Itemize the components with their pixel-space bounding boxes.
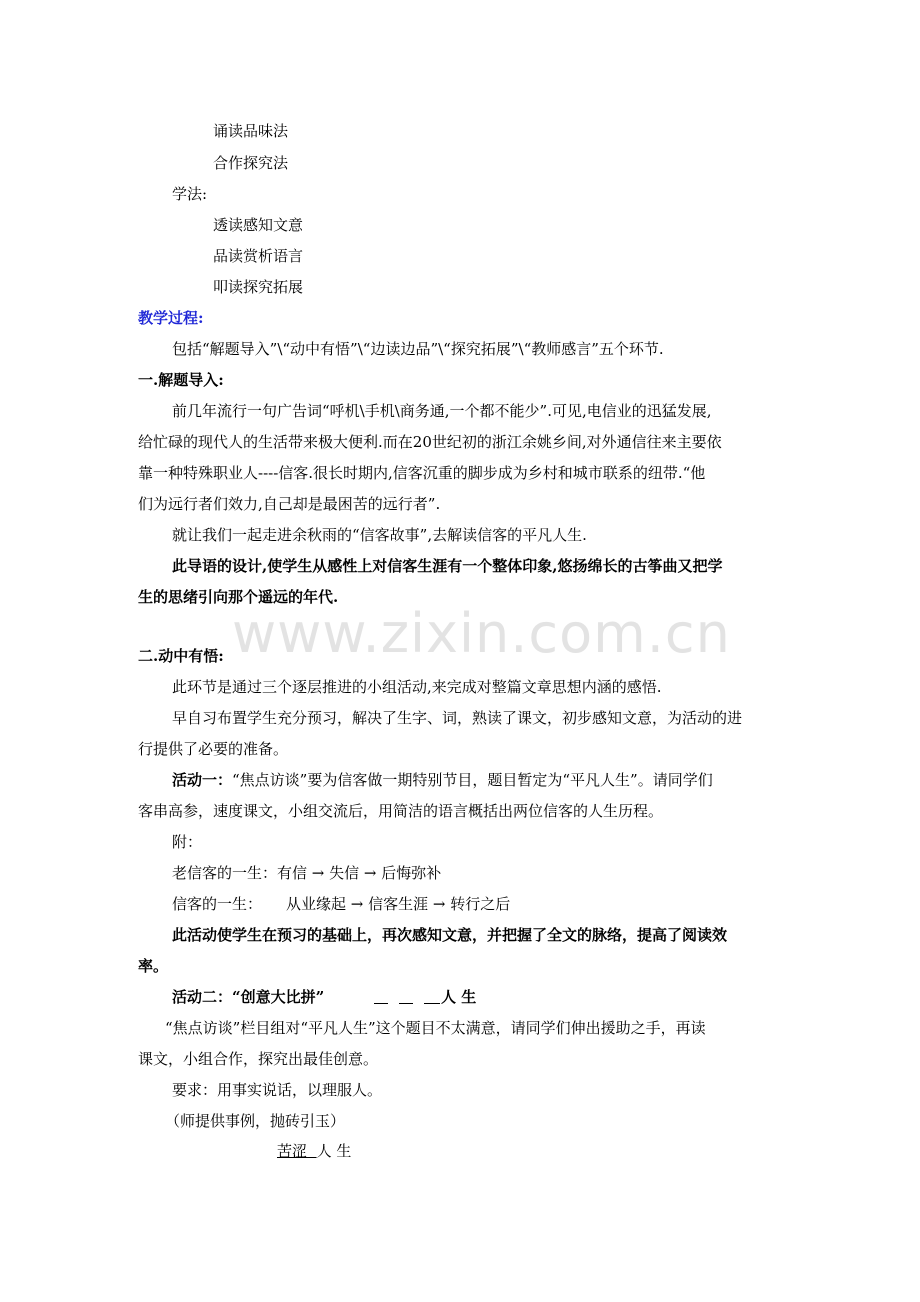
activity-1-note-line-2: 率。: [138, 957, 169, 975]
example-word: 苦涩: [277, 1142, 308, 1160]
activity-1-description: “焦点访谈”要为信客做一期特别节目，题目暂定为“平凡人生”。请同学们: [232, 771, 713, 789]
section-1-paragraph-line-3: 靠一种特殊职业人----信客.很长时期内,信客沉重的脚步成为乡村和城市联系的纽带.“他: [138, 464, 706, 482]
activity-2-line-2: 课文，小组合作，探究出最佳创意。: [138, 1050, 379, 1068]
activity-2-blank-1: [374, 1003, 388, 1004]
section-1-paragraph-line-1: 前几年流行一句广告词“呼机\手机\商务通,一个都不能少”.可见,电信业的迅猛发展,: [172, 402, 712, 420]
example-title: [277, 1141, 351, 1161]
watermark: www.zixin.com.cn: [232, 602, 731, 665]
teaching-process-heading: 教学过程:: [138, 309, 204, 327]
activity-2-teacher-example: （师提供事例，抛砖引玉）: [165, 1112, 346, 1130]
activity-2-blank-2: [399, 1003, 413, 1004]
appendix-label: 附：: [172, 833, 203, 851]
section-1-paragraph-line-4: 们为远行者们效力,自己却是最困苦的远行者”.: [138, 495, 441, 513]
activity-2-requirement: 要求：用事实说话，以理服人。: [172, 1081, 383, 1099]
section-1-paragraph-2: 就让我们一起走进余秋雨的“信客故事”,去解读信客的平凡人生.: [172, 526, 587, 544]
activity-1-line-2: 客串高参，速度课文，小组交流后，用简洁的语言概括出两位信客的人生历程。: [138, 802, 664, 820]
activity-1-line-1: [172, 770, 713, 790]
activity-2-blank-title: 人 生: [441, 988, 477, 1006]
section-2-prep-line-2: 行提供了必要的准备。: [138, 740, 289, 758]
section-2-prep-line-1: 早自习布置学生充分预习，解决了生字、词，熟读了课文，初步感知文意，为活动的进: [172, 709, 743, 727]
teaching-method-1: 诵读品味法: [213, 122, 289, 140]
learning-method-2: 品读赏析语言: [213, 247, 304, 265]
section-1-note-line-1: 此导语的设计,使学生从感性上对信客生涯有一个整体印象,悠扬绵长的古筝曲又把学: [172, 557, 723, 575]
activity-2-blank-3: [424, 1003, 440, 1004]
old-messenger-life: 老信客的一生：有信 → 失信 → 后悔弥补: [172, 864, 442, 882]
section-1-note-line-2: 生的思绪引向那个遥远的年代.: [138, 588, 339, 606]
teaching-method-2: 合作探究法: [213, 154, 289, 172]
new-messenger-life-steps: 从业缘起 → 信客生涯 → 转行之后: [286, 895, 511, 913]
new-messenger-life-label: 信客的一生：: [172, 895, 263, 913]
learning-method-3: 叩读探究拓展: [213, 278, 304, 296]
section-2-heading: 二.动中有悟:: [138, 647, 224, 665]
activity-2-line-1: “焦点访谈”栏目组对“平凡人生”这个题目不太满意，请同学们伸出援助之手，再读: [165, 1019, 706, 1037]
section-1-heading: 一.解题导入:: [138, 371, 224, 389]
section-1-paragraph-line-2: 给忙碌的现代人的生活带来极大便利.而在20世纪初的浙江余姚乡间,对外通信往来主要依: [138, 433, 722, 451]
example-underline-tail: [307, 1142, 317, 1160]
example-suffix: 人 生: [316, 1142, 352, 1160]
teaching-process-summary: 包括“解题导入”\“动中有悟”\“边读边品”\“探究拓展”\“教师感言”五个环节.: [172, 340, 664, 358]
activity-1-note-line-1: 此活动使学生在预习的基础上，再次感知文意，并把握了全文的脉络，提高了阅读效: [172, 926, 728, 944]
learning-method-1: 透读感知文意: [213, 216, 304, 234]
activity-2-label: 活动二：“创意大比拼”: [172, 988, 325, 1006]
activity-1-label: 活动一：: [172, 771, 233, 789]
learning-methods-label: 学法:: [172, 185, 208, 203]
section-2-intro: 此环节是通过三个逐层推进的小组活动,来完成对整篇文章思想内涵的感悟.: [172, 678, 662, 696]
